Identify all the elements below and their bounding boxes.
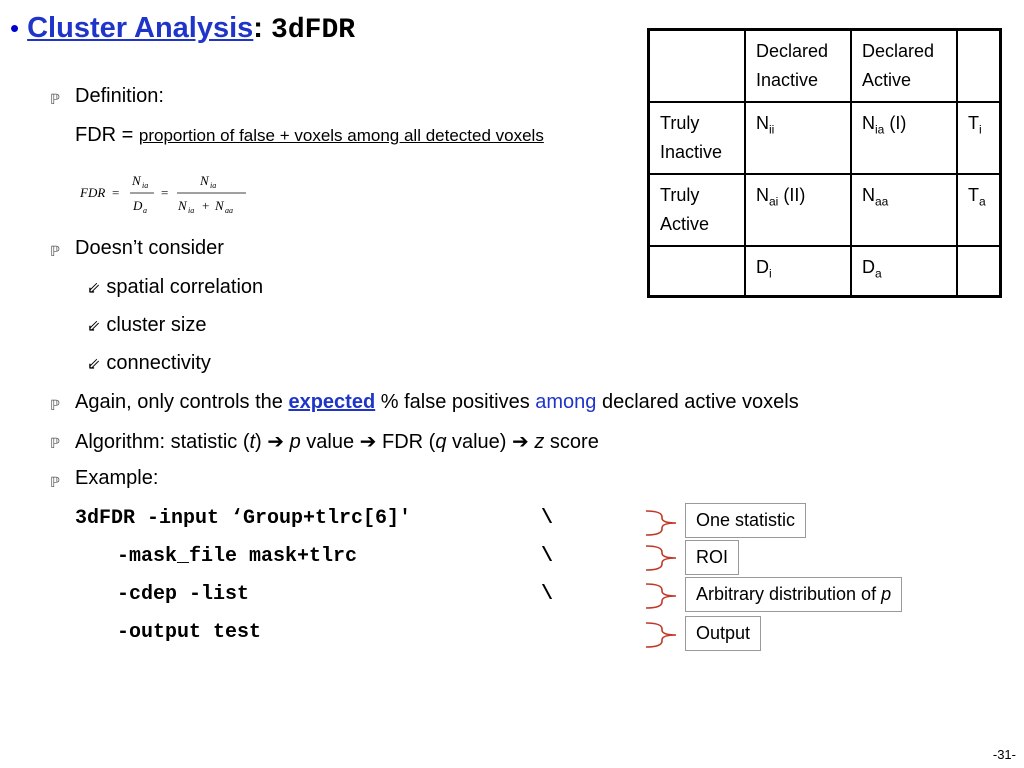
table-cell [957, 246, 1001, 296]
annotation-roi: ROI [685, 540, 739, 575]
table-cell: $D_a$ [851, 246, 957, 296]
sub-bullet-icon: ℙ [50, 474, 60, 490]
check-arrow-icon: ⇙ [87, 318, 101, 335]
brace-icon [642, 543, 678, 573]
title-colon: : [253, 12, 263, 44]
annotation-output: Output [685, 616, 761, 651]
arrow-icon: ➔ [359, 431, 377, 453]
annotation-one-statistic: One statistic [685, 503, 806, 538]
algorithm-line: Algorithm: statistic (t) ➔ p value ➔ FDR (q value) ➔ z score [75, 431, 599, 453]
svg-text:D: D [133, 198, 143, 213]
svg-text:aa: aa [225, 206, 233, 215]
slide-title [10, 12, 355, 46]
svg-text:N: N [200, 173, 209, 188]
table-cell: $T_a$ [957, 174, 1001, 246]
code-continuation: \ [541, 507, 554, 530]
code-line: -output test [117, 621, 262, 644]
brace-icon [642, 508, 678, 538]
check-arrow-icon: ⇙ [87, 356, 101, 373]
table-header-cell: Declared Inactive [745, 30, 851, 103]
svg-text:=: = [161, 185, 169, 200]
consider-item: ⇙ spatial correlation [87, 276, 264, 298]
expected-link[interactable]: expected [288, 391, 376, 413]
title-bullet: • [10, 13, 20, 43]
table-cell: $N_{aa}$ [851, 174, 957, 246]
svg-text:ia: ia [210, 181, 217, 190]
table-cell: $N_{ai}$ (II) [745, 174, 851, 246]
annotation-arbitrary: Arbitrary distribution of p [685, 577, 902, 612]
table-cell: $N_{ia}$ (I) [851, 102, 957, 174]
sub-bullet-icon: ℙ [50, 397, 60, 413]
svg-text:+: + [202, 198, 210, 213]
brace-icon [642, 581, 678, 611]
title-link[interactable]: Cluster Analysis [27, 12, 254, 44]
definition-label: Definition: [75, 85, 164, 107]
table-cell: $D_i$ [745, 246, 851, 296]
code-line: -cdep -list [117, 583, 250, 606]
table-row [649, 102, 1001, 174]
table-cell: $T_i$ [957, 102, 1001, 174]
fdr-formula [78, 168, 253, 220]
code-continuation: \ [541, 545, 554, 568]
fdr-prefix: FDR = [75, 124, 139, 146]
svg-text:N: N [215, 198, 224, 213]
arrow-icon: ➔ [512, 431, 529, 453]
consider-item: ⇙ cluster size [87, 314, 207, 336]
page-number: -31- [992, 747, 1016, 762]
arrow-icon: ➔ [267, 431, 285, 453]
table-row [649, 246, 1001, 296]
svg-text:=: = [112, 185, 120, 200]
code-line: -mask_file mask+tlrc [117, 545, 358, 568]
svg-text:ia: ia [142, 181, 149, 190]
code-continuation: \ [541, 583, 554, 606]
table-row [649, 174, 1001, 246]
table-cell [957, 30, 1001, 103]
svg-text:a: a [143, 206, 147, 215]
fdr-text: proportion of false + voxels among all detected voxels [138, 126, 544, 145]
doesnt-consider-label: Doesn’t consider [75, 237, 224, 259]
table-cell [649, 30, 746, 103]
svg-text:ia: ia [188, 206, 195, 215]
formula-lhs: FDR [80, 185, 106, 200]
sub-bullet-icon: ℙ [50, 91, 60, 107]
title-program: 3dFDR [271, 15, 356, 46]
table-row-label: Truly Active [649, 174, 746, 246]
check-arrow-icon: ⇙ [87, 280, 101, 297]
consider-item: ⇙ connectivity [87, 352, 211, 374]
table-row-label: Truly Inactive [649, 102, 746, 174]
fdr-contingency-table [647, 28, 1002, 298]
brace-icon [642, 620, 678, 650]
again-line: Again, only controls the expected % false positives among declared active voxels [75, 391, 799, 413]
sub-bullet-icon: ℙ [50, 435, 60, 451]
svg-text:N: N [178, 198, 187, 213]
table-header-row [649, 30, 1001, 103]
sub-bullet-icon: ℙ [50, 243, 60, 259]
svg-text:N: N [132, 173, 141, 188]
fdr-definition [75, 124, 544, 147]
code-line: 3dFDR -input ‘Group+tlrc[6]' [75, 507, 412, 530]
table-cell [649, 246, 746, 296]
among-text: among [535, 391, 597, 413]
table-cell: $N_{ii}$ [745, 102, 851, 174]
table-header-cell: Declared Active [851, 30, 957, 103]
example-label: Example: [75, 467, 159, 489]
